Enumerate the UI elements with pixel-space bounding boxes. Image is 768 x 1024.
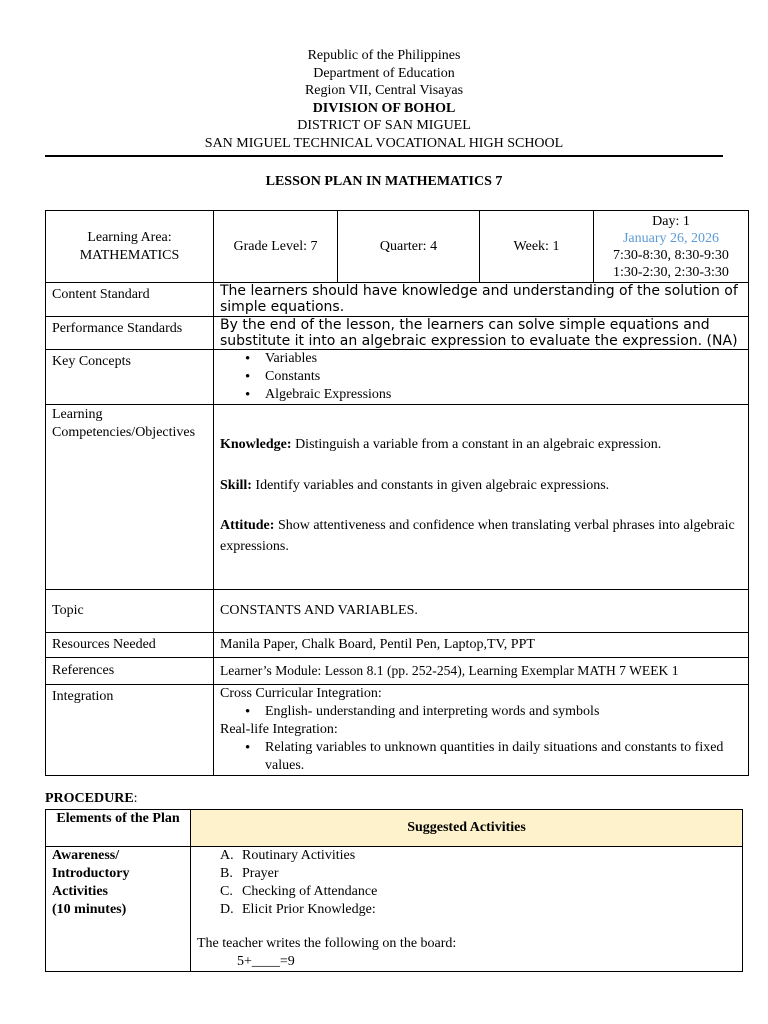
header-divider xyxy=(45,155,723,157)
lesson-date: January 26, 2026 xyxy=(622,230,720,246)
board-equation: 5+____=9 xyxy=(237,954,295,969)
references-value: Learner’s Module: Lesson 8.1 (pp. 252-254), Learning Exemplar MATH 7 WEEK 1 xyxy=(214,658,749,685)
topic-row xyxy=(46,590,749,633)
key-concepts-list xyxy=(220,350,742,404)
quarter-cell: Quarter: 4 xyxy=(338,211,480,283)
integration-label: Integration xyxy=(46,685,214,776)
competencies-label-line2: Competencies/Objectives xyxy=(52,425,196,440)
grade-level-cell: Grade Level: 7 xyxy=(214,211,338,283)
content-standard-label: Content Standard xyxy=(46,283,214,317)
activity-text: Elicit Prior Knowledge: xyxy=(242,902,376,917)
awareness-activities-cell xyxy=(191,847,743,972)
day-label: Day: 1 xyxy=(652,213,690,229)
activity-text: Prayer xyxy=(242,866,279,881)
list-item: • Constants xyxy=(265,368,742,386)
cross-curricular-list xyxy=(220,703,742,721)
knowledge-objective xyxy=(220,434,742,455)
skill-text: Identify variables and constants in given algebraic expressions. xyxy=(251,478,610,493)
cross-curricular-label: Cross Curricular Integration: xyxy=(220,686,382,701)
competencies-label xyxy=(46,405,214,590)
header-school: SAN MIGUEL TECHNICAL VOCATIONAL HIGH SCHOOL xyxy=(204,135,564,151)
references-label: References xyxy=(46,658,214,685)
procedure-header-row xyxy=(46,810,743,847)
stage-line: Introductory xyxy=(52,866,130,881)
integration-row xyxy=(46,685,749,776)
awareness-stage-cell xyxy=(46,847,191,972)
elements-header: Elements of the Plan xyxy=(46,810,191,847)
list-item: • Algebraic Expressions xyxy=(265,386,742,404)
header-department: Department of Education xyxy=(313,65,455,81)
real-life-label: Real-life Integration: xyxy=(220,722,338,737)
day-cell xyxy=(594,211,749,283)
info-row xyxy=(46,211,749,283)
skill-label: Skill: xyxy=(220,478,252,493)
performance-standards-label: Performance Standards xyxy=(46,317,214,350)
header-district: DISTRICT OF SAN MIGUEL xyxy=(297,118,471,133)
procedure-colon: : xyxy=(133,791,138,806)
key-concepts-row xyxy=(46,350,749,405)
integration-cell xyxy=(214,685,749,776)
procedure-table xyxy=(45,809,743,972)
topic-value: CONSTANTS AND VARIABLES. xyxy=(214,590,749,633)
procedure-heading xyxy=(45,791,138,807)
attitude-objective xyxy=(220,515,742,557)
header-republic: Republic of the Philippines xyxy=(307,48,461,63)
stage-line: Awareness/ xyxy=(52,848,120,863)
key-concepts-label: Key Concepts xyxy=(46,350,214,405)
knowledge-label: Knowledge: xyxy=(220,437,292,452)
learning-area-label: Learning Area: xyxy=(87,229,172,245)
stage-line: Activities xyxy=(52,884,108,899)
header-region: Region VII, Central Visayas xyxy=(304,83,464,98)
stage-duration: (10 minutes) xyxy=(52,902,127,917)
list-item xyxy=(220,847,736,865)
competencies-row xyxy=(46,405,749,590)
list-marker: B. xyxy=(220,866,233,881)
attitude-label: Attitude: xyxy=(220,518,275,533)
learning-area-value: MATHEMATICS xyxy=(79,247,180,263)
document-header xyxy=(0,47,768,152)
performance-standards-value: By the end of the lesson, the learners can solve simple equations and substitute it into an algebraic expression to evaluate the expression. (NA) xyxy=(214,317,749,350)
suggested-activities-header: Suggested Activities xyxy=(191,810,743,847)
activity-text: Routinary Activities xyxy=(242,848,356,863)
list-marker: D. xyxy=(220,902,234,917)
awareness-row xyxy=(46,847,743,972)
list-marker: C. xyxy=(220,884,233,899)
list-marker: A. xyxy=(220,848,234,863)
performance-standards-row xyxy=(46,317,749,350)
activity-text: Checking of Attendance xyxy=(242,884,378,899)
attitude-text: Show attentiveness and confidence when translating verbal phrases into algebraic expressions. xyxy=(220,518,735,554)
real-life-list xyxy=(220,739,742,775)
knowledge-text: Distinguish a variable from a constant in an algebraic expression. xyxy=(291,437,662,452)
skill-objective xyxy=(220,475,742,496)
board-instruction: The teacher writes the following on the board: xyxy=(197,936,457,951)
objectives-cell xyxy=(214,405,749,590)
list-item xyxy=(220,901,736,919)
key-concepts-cell xyxy=(214,350,749,405)
list-item xyxy=(220,865,736,883)
list-item: • Variables xyxy=(265,350,742,368)
content-standard-row xyxy=(46,283,749,317)
activity-list xyxy=(197,847,736,919)
learning-area-cell xyxy=(46,211,214,283)
time-slots-morning: 7:30-8:30, 8:30-9:30 xyxy=(613,247,729,263)
procedure-title: PROCEDURE xyxy=(45,791,134,806)
resources-value: Manila Paper, Chalk Board, Pentil Pen, Laptop,TV, PPT xyxy=(214,633,749,658)
time-slots-afternoon: 1:30-2:30, 2:30-3:30 xyxy=(613,264,729,280)
list-item xyxy=(220,883,736,901)
competencies-label-line1: Learning xyxy=(52,407,103,422)
lesson-info-table xyxy=(45,210,749,776)
topic-label: Topic xyxy=(46,590,214,633)
list-item: • English- understanding and interpreting words and symbols xyxy=(265,703,742,721)
content-standard-value: The learners should have knowledge and understanding of the solution of simple equations. xyxy=(214,283,749,317)
resources-row xyxy=(46,633,749,658)
lesson-plan-title: LESSON PLAN IN MATHEMATICS 7 xyxy=(265,174,503,189)
header-division: DIVISION OF BOHOL xyxy=(312,100,456,116)
week-cell: Week: 1 xyxy=(480,211,594,283)
resources-label: Resources Needed xyxy=(46,633,214,658)
list-item: • Relating variables to unknown quantities in daily situations and constants to fixed values. xyxy=(265,739,742,775)
references-row xyxy=(46,658,749,685)
